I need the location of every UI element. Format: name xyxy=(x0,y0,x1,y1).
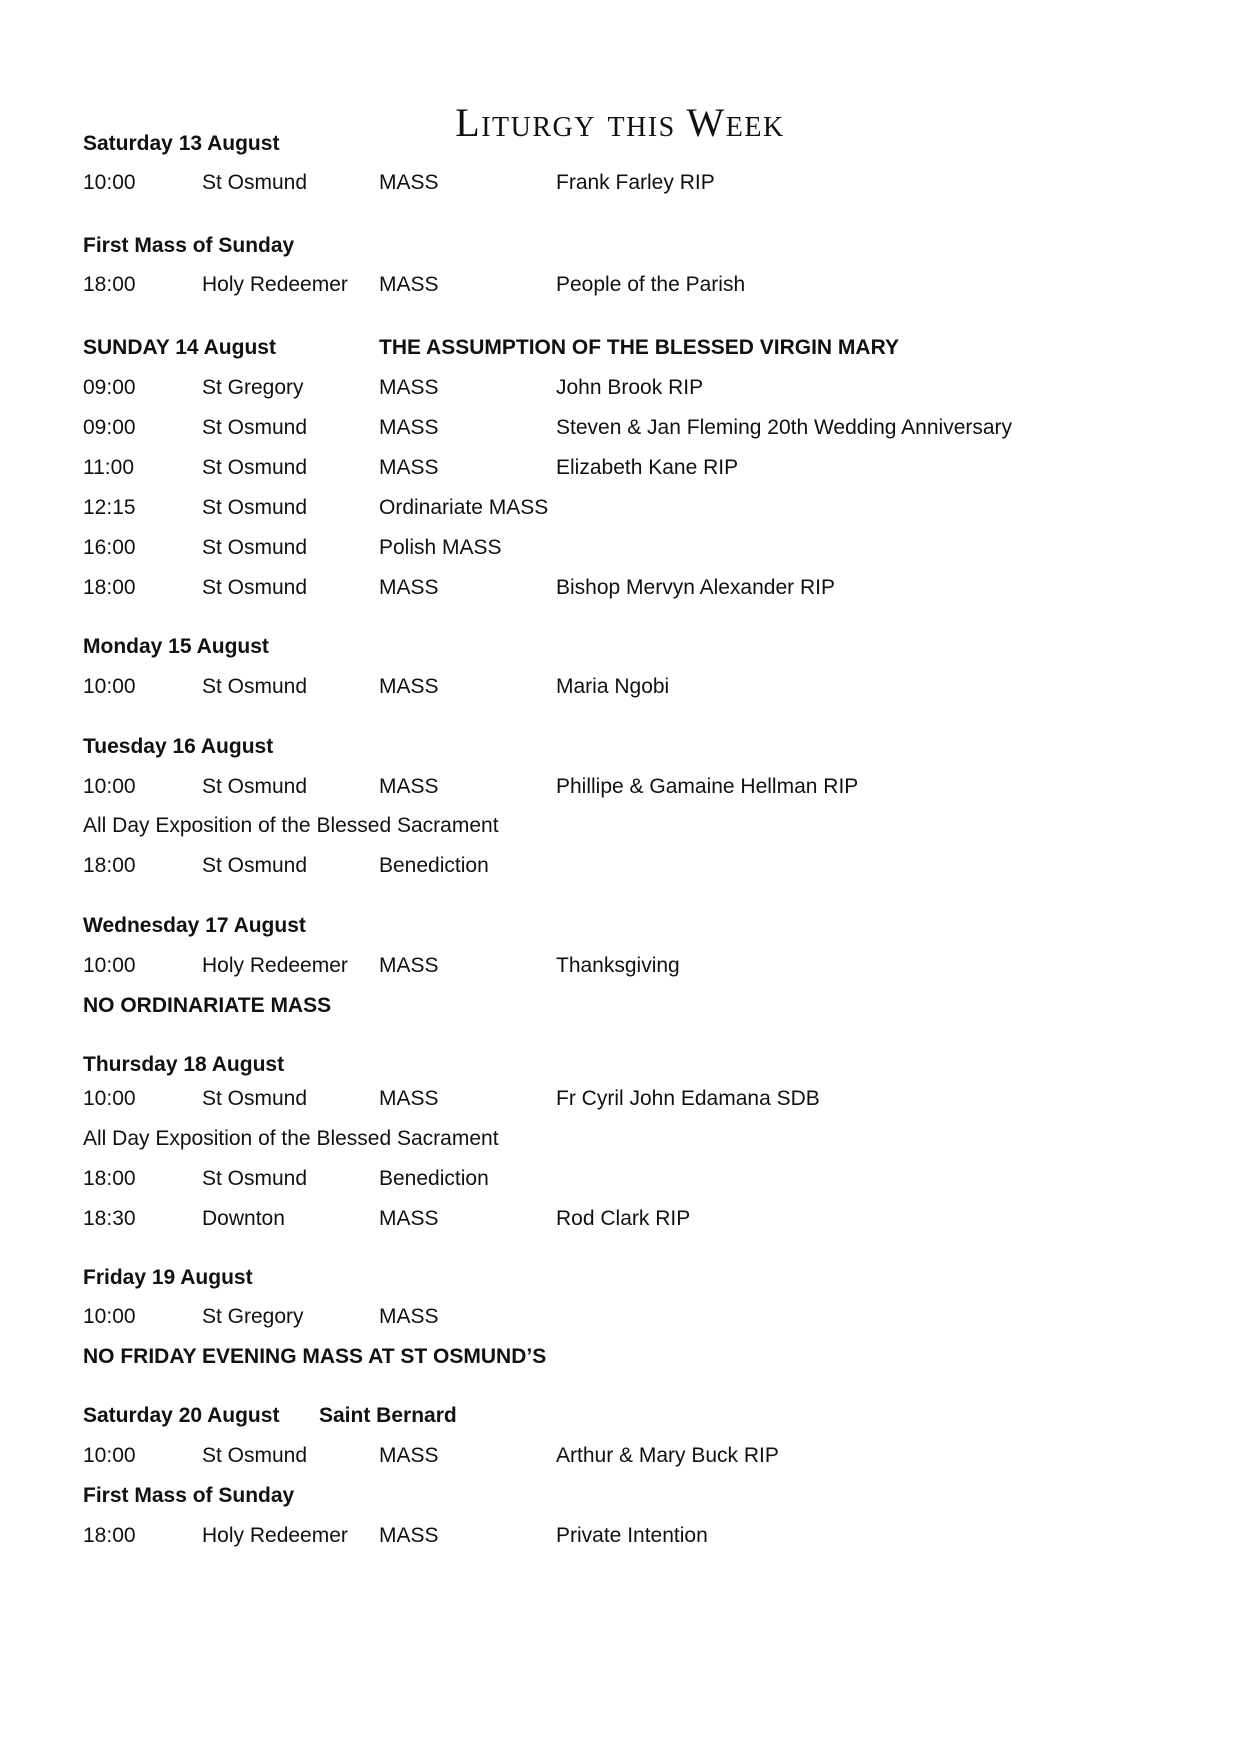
place: St Gregory xyxy=(202,1305,304,1328)
time: 10:00 xyxy=(83,775,136,798)
intention: Fr Cyril John Edamana SDB xyxy=(556,1087,820,1110)
page-title: Liturgy this Week xyxy=(455,99,785,145)
intention: John Brook RIP xyxy=(556,376,704,399)
intention: Frank Farley RIP xyxy=(556,171,715,194)
service: Polish MASS xyxy=(379,536,502,559)
place: St Osmund xyxy=(202,854,308,877)
time: 18:00 xyxy=(83,1524,136,1547)
service: MASS xyxy=(379,171,439,194)
feast-title: THE ASSUMPTION OF THE BLESSED VIRGIN MARY xyxy=(379,336,899,359)
place: St Osmund xyxy=(202,775,308,798)
place: St Osmund xyxy=(202,1167,308,1190)
place: St Osmund xyxy=(202,1087,308,1110)
service: MASS xyxy=(379,576,439,599)
service: MASS xyxy=(379,376,439,399)
service: MASS xyxy=(379,1207,439,1230)
time: 09:00 xyxy=(83,376,136,399)
time: 11:00 xyxy=(83,456,134,479)
intention: People of the Parish xyxy=(556,273,746,296)
feast-title: Saint Bernard xyxy=(319,1404,457,1427)
time: 09:00 xyxy=(83,416,136,439)
place: St Osmund xyxy=(202,416,308,439)
place: St Gregory xyxy=(202,376,304,399)
intention: Maria Ngobi xyxy=(556,675,670,698)
service: MASS xyxy=(379,954,439,977)
service: MASS xyxy=(379,416,439,439)
intention: Bishop Mervyn Alexander RIP xyxy=(556,576,835,599)
intention: Rod Clark RIP xyxy=(556,1207,691,1230)
service: MASS xyxy=(379,1087,439,1110)
service: Benediction xyxy=(379,854,489,877)
place: St Osmund xyxy=(202,496,308,519)
time: 10:00 xyxy=(83,954,136,977)
place: St Osmund xyxy=(202,1444,308,1467)
place: Holy Redeemer xyxy=(202,954,348,977)
time: 18:00 xyxy=(83,1167,136,1190)
service: MASS xyxy=(379,456,439,479)
service: MASS xyxy=(379,675,439,698)
place: St Osmund xyxy=(202,456,308,479)
time: 10:00 xyxy=(83,675,136,698)
place: Holy Redeemer xyxy=(202,273,348,296)
intention: Arthur & Mary Buck RIP xyxy=(556,1444,779,1467)
time: 10:00 xyxy=(83,1087,136,1110)
time: 18:00 xyxy=(83,273,136,296)
time: 10:00 xyxy=(83,1444,136,1467)
intention: Phillipe & Gamaine Hellman RIP xyxy=(556,775,859,798)
service: MASS xyxy=(379,1444,439,1467)
time: 18:00 xyxy=(83,576,136,599)
place: St Osmund xyxy=(202,536,308,559)
time: 18:00 xyxy=(83,854,136,877)
service: Benediction xyxy=(379,1167,489,1190)
intention: Private Intention xyxy=(556,1524,708,1547)
time: 10:00 xyxy=(83,171,136,194)
intention: Elizabeth Kane RIP xyxy=(556,456,739,479)
intention: Steven & Jan Fleming 20th Wedding Anniversary xyxy=(556,416,1013,439)
place: St Osmund xyxy=(202,576,308,599)
time: 10:00 xyxy=(83,1305,136,1328)
place: Holy Redeemer xyxy=(202,1524,348,1547)
service: MASS xyxy=(379,273,439,296)
service: Ordinariate MASS xyxy=(379,496,549,519)
time: 16:00 xyxy=(83,536,136,559)
service: MASS xyxy=(379,1524,439,1547)
time: 12:15 xyxy=(83,496,136,519)
intention: Thanksgiving xyxy=(556,954,680,977)
place: St Osmund xyxy=(202,675,308,698)
place: St Osmund xyxy=(202,171,308,194)
time: 18:30 xyxy=(83,1207,136,1230)
service: MASS xyxy=(379,775,439,798)
place: Downton xyxy=(202,1207,285,1230)
service: MASS xyxy=(379,1305,439,1328)
